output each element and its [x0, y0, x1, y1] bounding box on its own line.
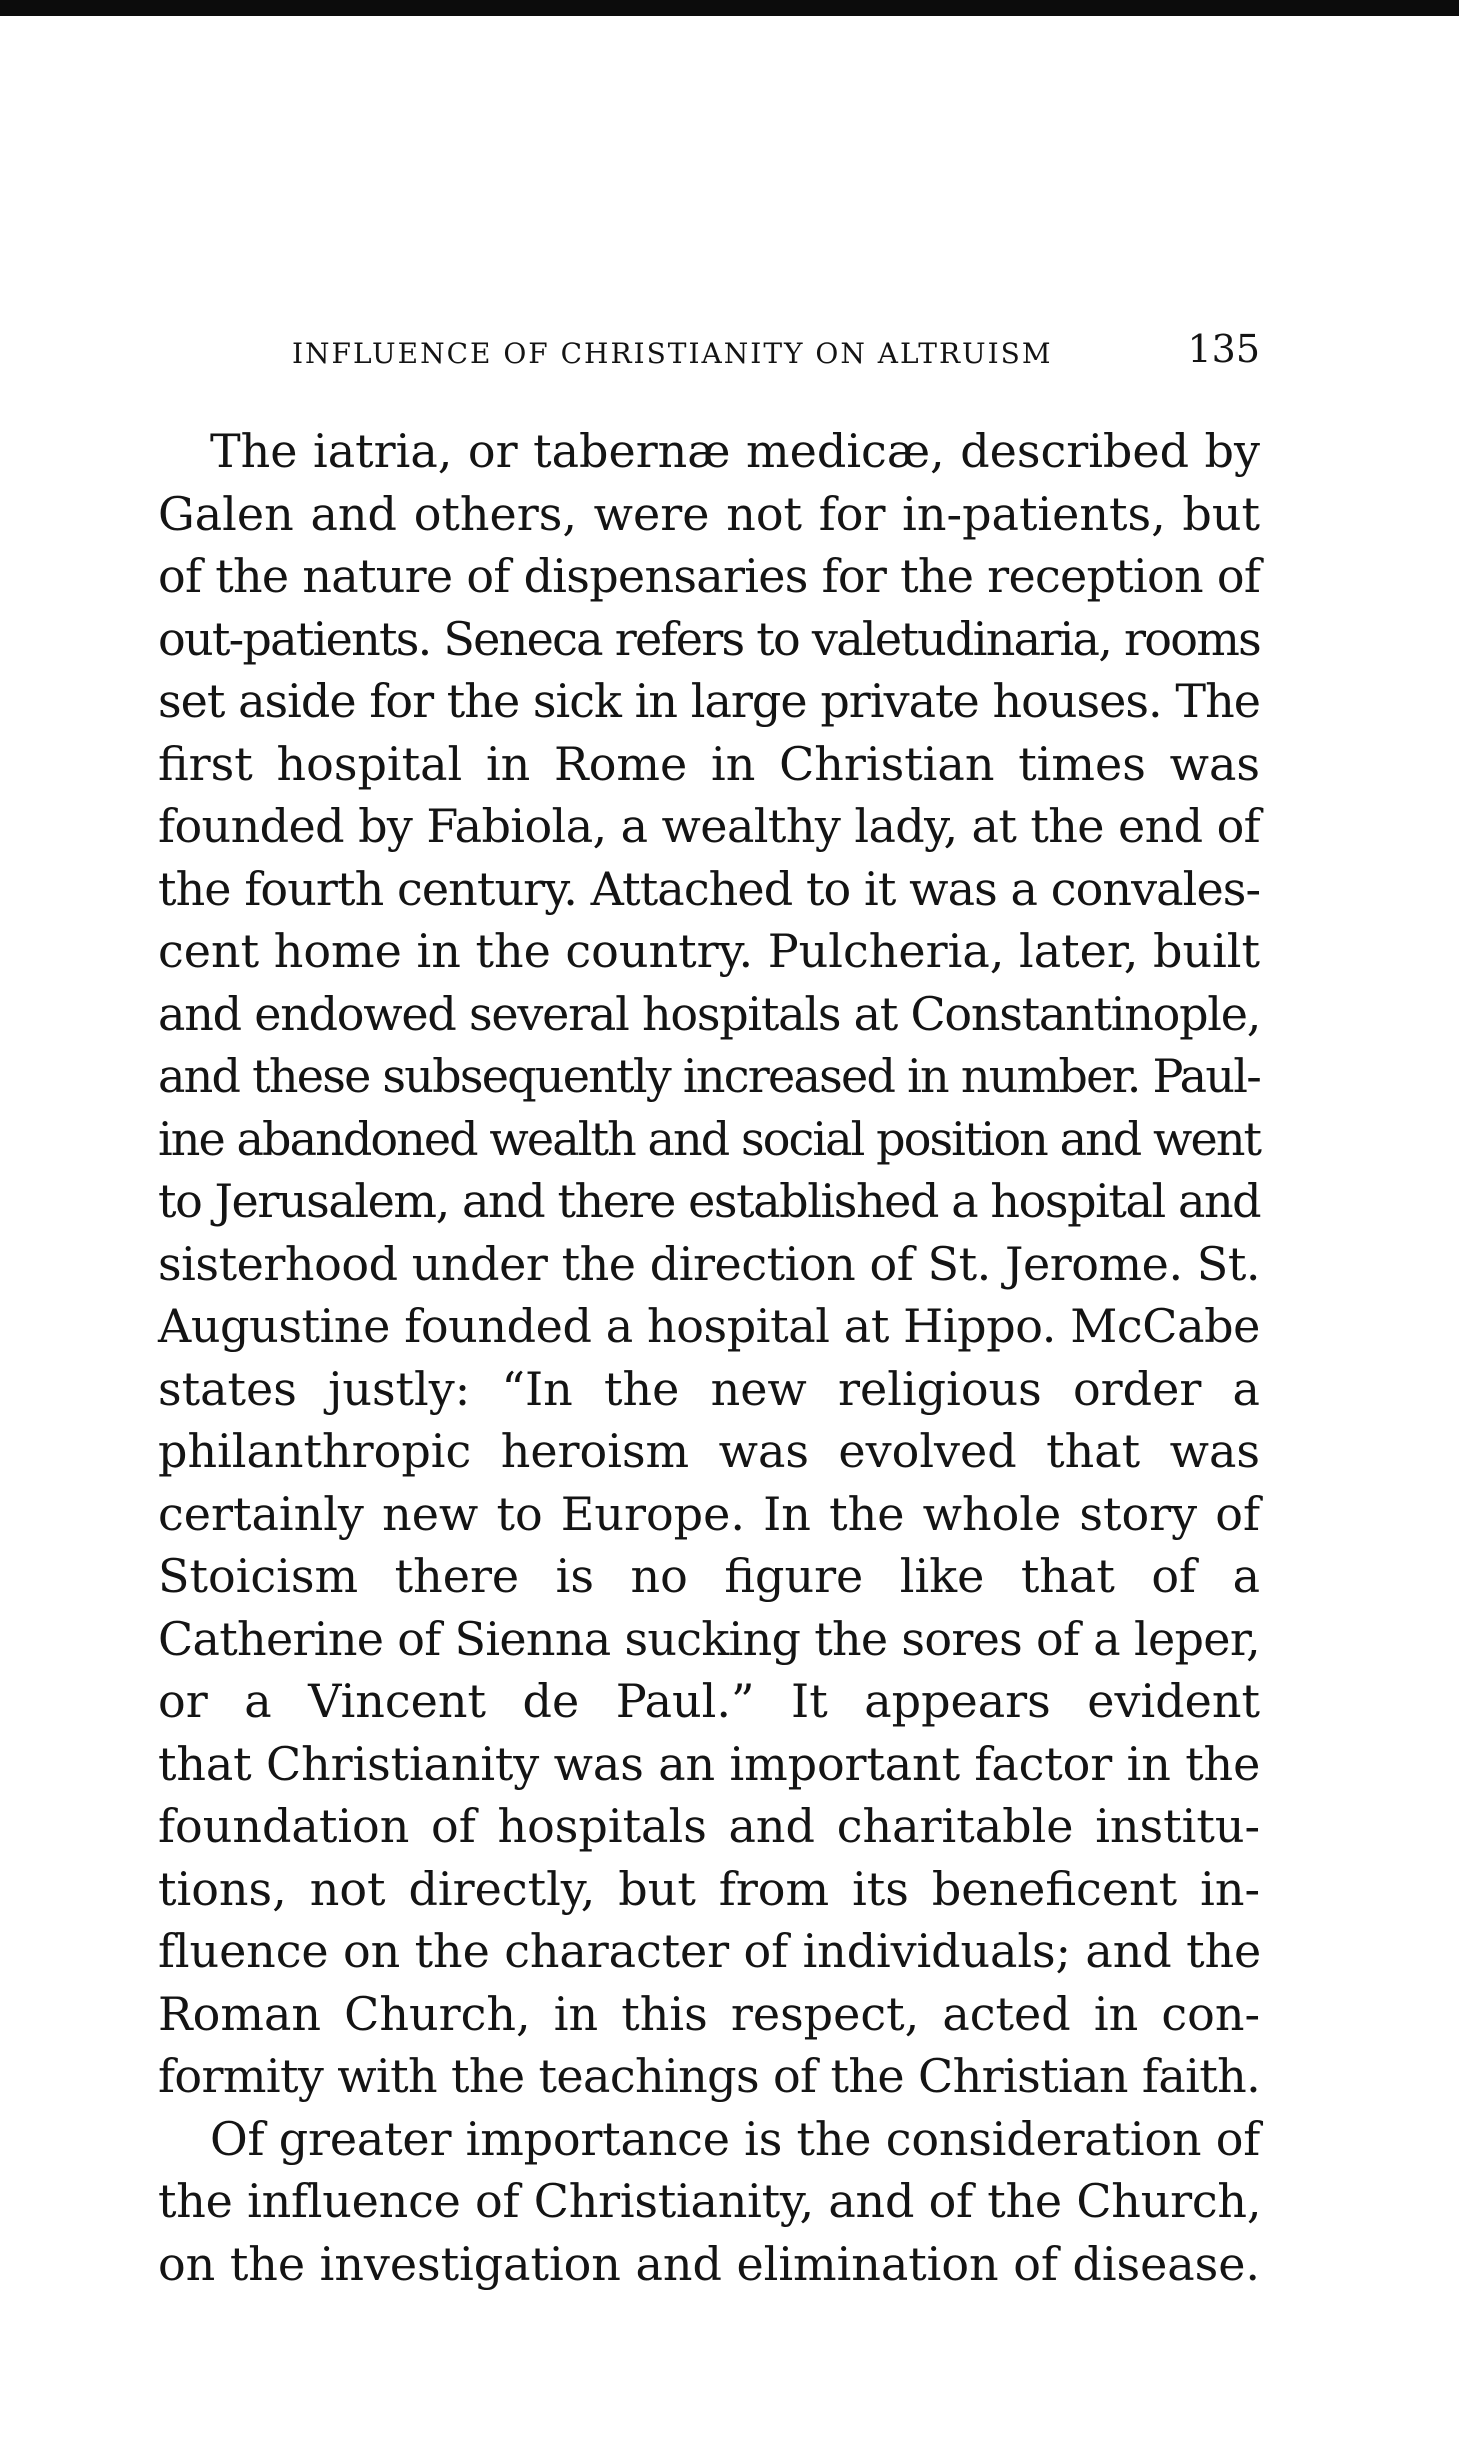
text-line: philanthropic heroism was evolved that was [158, 1424, 1260, 1478]
text-line: the influence of Christianity, and of the Church, [158, 2174, 1262, 2228]
text-line: states justly: “In the new religious order a [158, 1361, 1260, 1416]
text-line: on the investigation and elimination of disease. [158, 2236, 1260, 2291]
text-line: Roman Church, in this respect, acted in con- [158, 1986, 1260, 2041]
text-line: ine abandoned wealth and social position and went [158, 1111, 1261, 1166]
text-line: Augustine founded a hospital at Hippo. McCabe [158, 1299, 1260, 1353]
text-line: fluence on the character of individuals; and the [158, 1924, 1262, 1978]
paragraph-1 [158, 420, 1260, 2108]
text-line: The iatria, or tabernæ medicæ, described by [210, 424, 1260, 478]
text-line: and endowed several hospitals at Constantinople, [158, 986, 1261, 1041]
text-line: set aside for the sick in large private houses. The [158, 674, 1260, 728]
text-line: Of greater importance is the consideration of [210, 2111, 1261, 2166]
text-line: and these subsequently increased in number. Paul- [158, 1049, 1260, 1103]
text-line: cent home in the country. Pulcheria, later, built [158, 924, 1261, 978]
text-line: of the nature of dispensaries for the reception of [158, 549, 1261, 603]
text-line: to Jerusalem, and there established a hospital and [158, 1174, 1261, 1228]
top-edge-rule [0, 0, 1459, 16]
text-line: first hospital in Rome in Christian times was [158, 736, 1260, 791]
page-number: 135 [1187, 327, 1260, 371]
text-line: that Christianity was an important factor in the [158, 1736, 1261, 1791]
running-title: INFLUENCE OF CHRISTIANITY ON ALTRUISM [292, 337, 1053, 370]
text-line: Galen and others, were not for in-patients, but [158, 486, 1260, 541]
text-line: foundation of hospitals and charitable institu- [158, 1799, 1260, 1853]
page-header [292, 327, 1260, 380]
text-line: founded by Fabiola, a wealthy lady, at the end of [158, 799, 1261, 853]
text-line: Catherine of Sienna sucking the sores of a leper, [158, 1611, 1260, 1666]
text-line: or a Vincent de Paul.” It appears evident [158, 1674, 1260, 1728]
text-line: tions, not directly, but from its beneficent in- [158, 1861, 1260, 1916]
text-line: out-patients. Seneca refers to valetudinaria, rooms [158, 611, 1260, 666]
text-line: Stoicism there is no figure like that of a [158, 1549, 1260, 1603]
text-line: the fourth century. Attached to it was a convales- [158, 861, 1261, 916]
paragraph-2 [158, 2108, 1260, 2296]
text-line: sisterhood under the direction of St. Jerome. St. [158, 1236, 1261, 1291]
body-text [158, 420, 1260, 2295]
text-line: certainly new to Europe. In the whole story of [158, 1486, 1260, 1541]
text-line: formity with the teachings of the Christian faith. [158, 2049, 1261, 2103]
